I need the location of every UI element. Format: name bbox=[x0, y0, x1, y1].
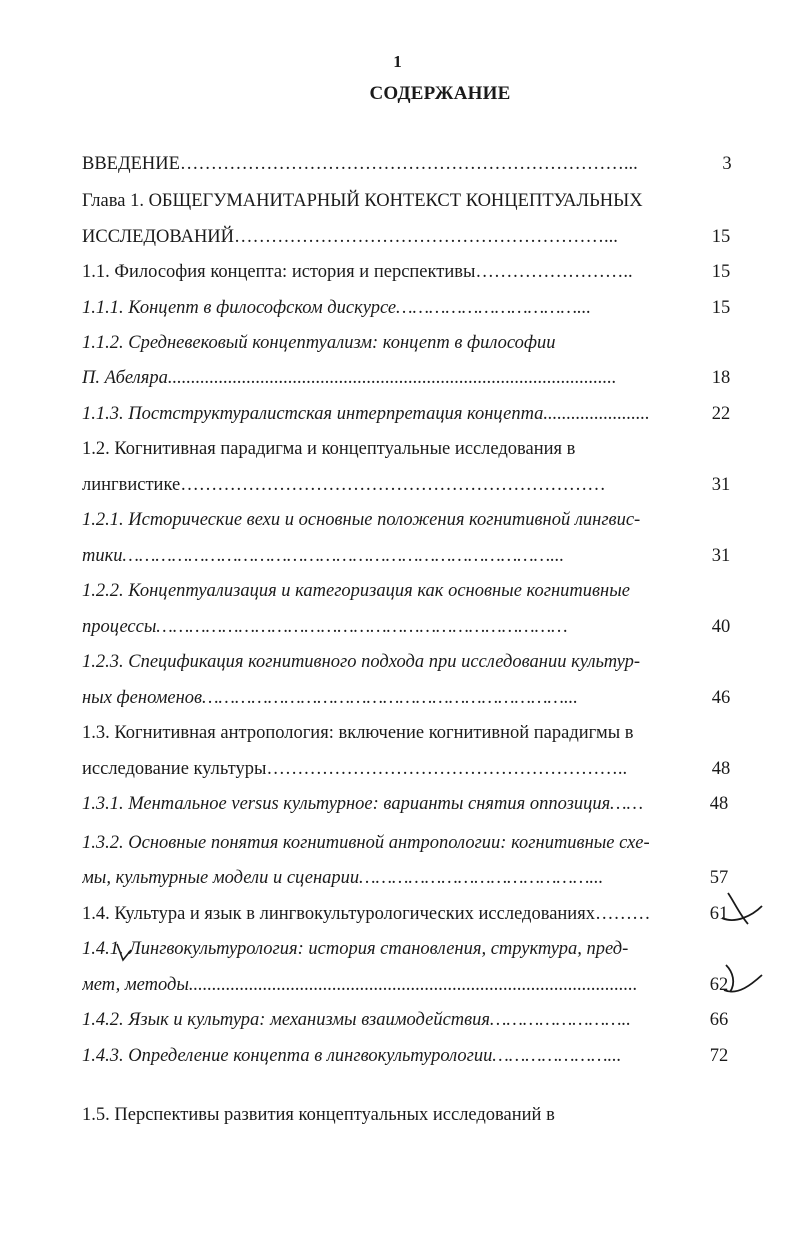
toc-entry-text: 1.4.1. Лингвокультурология: история становления, структура, пред- bbox=[82, 939, 629, 959]
toc-entry-text: процессы………………………………………………………………… bbox=[82, 617, 568, 637]
toc-entry-page: 18 bbox=[711, 368, 731, 388]
toc-entry-1-3-2 bbox=[0, 829, 795, 857]
toc-entry-1-1-2 bbox=[0, 329, 795, 357]
toc-entry-1-1-1 bbox=[0, 294, 795, 322]
toc-entry-page: 3 bbox=[722, 154, 732, 174]
toc-entry-1-2-2 bbox=[0, 577, 795, 605]
toc-entry-1-4-1-cont bbox=[0, 971, 795, 999]
toc-entry-text: 1.1. Философия концепта: история и перспективы…………………….. bbox=[82, 262, 633, 282]
toc-entry-text: мет, методы................................................................................................. bbox=[82, 975, 638, 995]
toc-entry-page: 22 bbox=[711, 404, 731, 424]
toc-entry-text: 1.4.3. Определение концепта в лингвокультурологии…………………... bbox=[82, 1046, 622, 1066]
toc-entry-1-4-1 bbox=[0, 935, 795, 963]
toc-entry-text: тики……………………………………………………………………... bbox=[82, 546, 565, 566]
toc-entry-1-2 bbox=[0, 435, 795, 463]
toc-entry-1-2-3 bbox=[0, 648, 795, 676]
toc-entry-1-1 bbox=[0, 258, 795, 286]
toc-entry-1-1-3 bbox=[0, 400, 795, 428]
toc-entry-text: ИССЛЕДОВАНИЙ……………………………………………………... bbox=[82, 227, 618, 247]
toc-entry-text: ных феноменов…………………………………………………………... bbox=[82, 688, 578, 708]
toc-entry-page: 31 bbox=[711, 546, 731, 566]
toc-entry-1-2-3-cont bbox=[0, 684, 795, 712]
toc-entry-text: 1.3. Когнитивная антропология: включение когнитивной парадигмы в bbox=[82, 723, 634, 743]
toc-entry-page: 15 bbox=[711, 227, 731, 247]
toc-entry-page: 15 bbox=[711, 262, 731, 282]
toc-entry-page: 62 bbox=[709, 975, 729, 995]
toc-entry-text: 1.2.1. Исторические вехи и основные положения когнитивной лингвис- bbox=[82, 510, 641, 530]
toc-entry-chapter-1-cont bbox=[0, 223, 795, 251]
toc-title: СОДЕРЖАНИЕ bbox=[369, 83, 511, 104]
toc-entry-1-3-2-cont bbox=[0, 864, 795, 892]
toc-entry-text: 1.4. Культура и язык в лингвокультурологических исследованиях……… bbox=[82, 904, 651, 924]
toc-entry-1-4 bbox=[0, 900, 795, 928]
toc-entry-1-2-1-cont bbox=[0, 542, 795, 570]
toc-entry-1-2-2-cont bbox=[0, 613, 795, 641]
page-number: 1 bbox=[393, 52, 402, 71]
toc-entry-text: 1.2.3. Спецификация когнитивного подхода при исследовании культур- bbox=[82, 652, 640, 672]
toc-entry-page: 66 bbox=[709, 1010, 729, 1030]
toc-entry-page: 48 bbox=[709, 794, 729, 814]
toc-entry-1-2-cont bbox=[0, 471, 795, 499]
toc-entry-page: 72 bbox=[709, 1046, 729, 1066]
toc-entry-chapter-1 bbox=[0, 187, 795, 215]
toc-entry-introduction bbox=[0, 150, 795, 178]
toc-entry-page: 48 bbox=[711, 759, 731, 779]
toc-entry-1-3-1 bbox=[0, 790, 795, 818]
toc-entry-page: 31 bbox=[711, 475, 731, 495]
toc-entry-text: 1.1.2. Средневековый концептуализм: концепт в философии bbox=[82, 333, 556, 353]
toc-entry-text: П. Абеляра................................................................................................. bbox=[82, 368, 617, 388]
toc-entry-text: лингвистике…………………………………………………………… bbox=[82, 475, 606, 495]
toc-entry-page: 57 bbox=[709, 868, 729, 888]
toc-entry-page: 40 bbox=[711, 617, 731, 637]
toc-entry-text: 1.5. Перспективы развития концептуальных исследований в bbox=[82, 1105, 555, 1125]
toc-entry-1-1-2-cont bbox=[0, 364, 795, 392]
toc-entry-1-2-1 bbox=[0, 506, 795, 534]
toc-entry-page: 46 bbox=[711, 688, 731, 708]
toc-entry-text: мы, культурные модели и сценарии……………………………………... bbox=[82, 868, 604, 888]
toc-entry-page: 15 bbox=[711, 298, 731, 318]
toc-entry-1-4-3 bbox=[0, 1042, 795, 1070]
toc-entry-text: 1.2. Когнитивная парадигма и концептуальные исследования в bbox=[82, 439, 576, 459]
toc-entry-text: 1.3.1. Ментальное versus культурное: варианты снятия оппозиция…… bbox=[82, 794, 644, 814]
toc-entry-text: 1.3.2. Основные понятия когнитивной антропологии: когнитивные схе- bbox=[82, 833, 650, 853]
toc-entry-text: 1.4.2. Язык и культура: механизмы взаимодействия…………………….. bbox=[82, 1010, 631, 1030]
toc-entry-1-3 bbox=[0, 719, 795, 747]
toc-entry-text: 1.1.1. Концепт в философском дискурсе……………………………... bbox=[82, 298, 591, 318]
toc-entry-1-5 bbox=[0, 1101, 795, 1129]
toc-entry-1-3-cont bbox=[0, 755, 795, 783]
toc-entry-text: Глава 1. ОБЩЕГУМАНИТАРНЫЙ КОНТЕКСТ КОНЦЕПТУАЛЬНЫХ bbox=[82, 191, 643, 211]
toc-entry-text: 1.2.2. Концептуализация и категоризация как основные когнитивные bbox=[82, 581, 630, 601]
toc-entry-text: 1.1.3. Постструктуралистская интерпретация концепта....................... bbox=[82, 404, 650, 424]
toc-entry-text: ВВЕДЕНИЕ………………………………………………………………... bbox=[82, 154, 638, 174]
toc-entry-1-4-2 bbox=[0, 1006, 795, 1034]
toc-entry-page: 61 bbox=[709, 904, 729, 924]
toc-entry-text: исследование культуры………………………………………………….. bbox=[82, 759, 628, 779]
